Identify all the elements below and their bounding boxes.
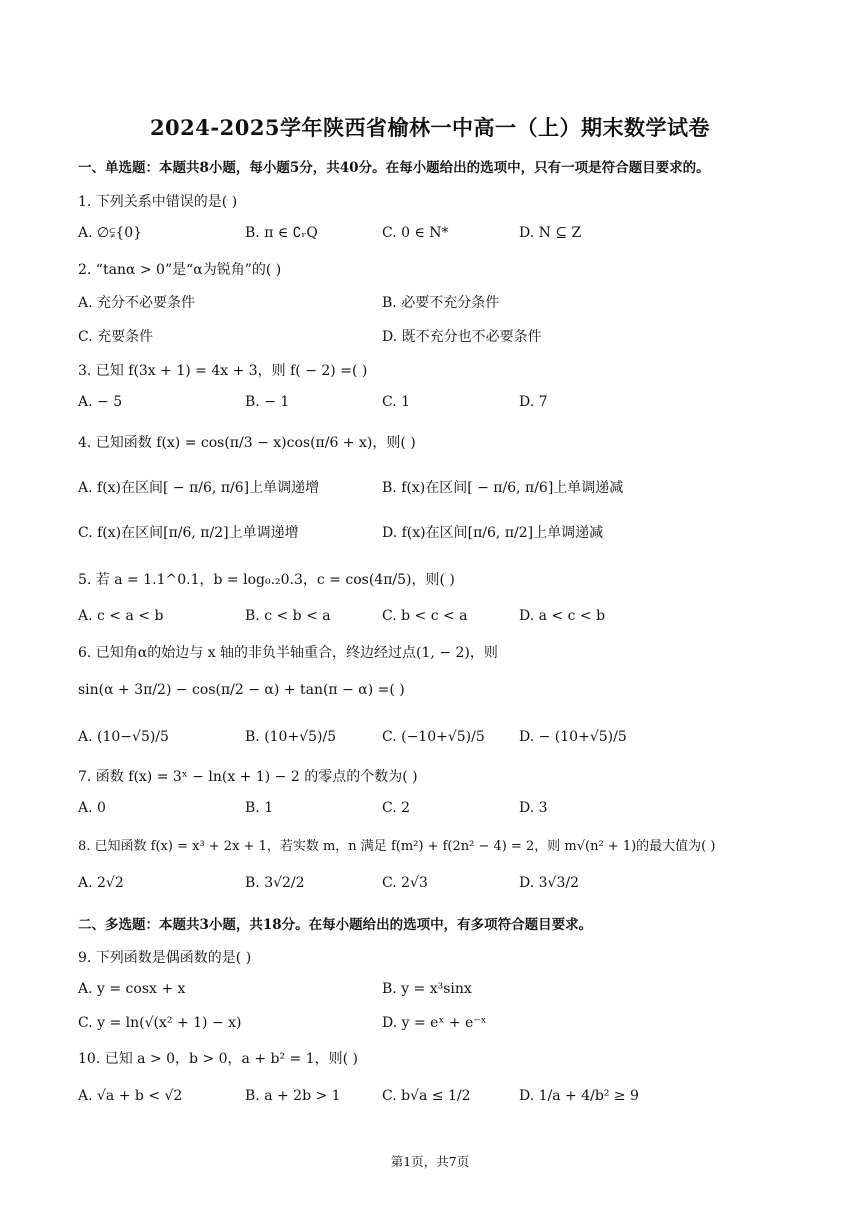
option-d: D. 3√3/2 <box>519 875 579 891</box>
section-heading-multi-choice: 二、多选题：本题共3小题，共18分。在每小题给出的选项中，有多项符合题目要求。 <box>78 917 593 933</box>
question-stem: 4. 已知函数 f(x) = cos(π/3 − x)cos(π/6 + x)，则( ) <box>78 435 416 451</box>
option-c: C. 充要条件 <box>78 329 154 345</box>
option-b: B. (10+√5)/5 <box>245 729 337 745</box>
question-stem: 2. “tanα > 0”是“α为锐角”的( ) <box>78 262 282 278</box>
option-c: C. 2√3 <box>382 875 428 891</box>
option-a: A. √a + b < √2 <box>78 1088 183 1104</box>
question-stem: 9. 下列函数是偶函数的是( ) <box>78 950 252 966</box>
option-a: A. 充分不必要条件 <box>78 295 196 311</box>
option-c: C. f(x)在区间[π/6, π/2]上单调递增 <box>78 525 299 541</box>
question-stem: 3. 已知 f(3x + 1) = 4x + 3，则 f( − 2) =( ) <box>78 363 368 379</box>
question-stem: 1. 下列关系中错误的是( ) <box>78 194 238 210</box>
option-b: B. f(x)在区间[ − π/6, π/6]上单调递减 <box>382 480 624 496</box>
option-a: A. 0 <box>78 800 106 816</box>
option-d: D. N ⊆ Z <box>519 225 582 241</box>
option-d: D. y = eˣ + e⁻ˣ <box>382 1015 487 1031</box>
option-d: D. 既不充分也不必要条件 <box>382 329 542 345</box>
option-a: A. 2√2 <box>78 875 124 891</box>
exam-title: 2024-2025学年陕西省榆林一中高一（上）期末数学试卷 <box>149 115 711 140</box>
option-c: C. 1 <box>382 394 411 410</box>
option-a: A. ∅⫋{0} <box>78 225 143 241</box>
option-c: C. 0 ∈ N* <box>382 225 449 241</box>
option-d: D. 3 <box>519 800 548 816</box>
question-stem-expression: sin(α + 3π/2) − cos(π/2 − α) + tan(π − α) =( ) <box>78 682 405 698</box>
question-stem: 8. 已知函数 f(x) = x³ + 2x + 1，若实数 m，n 满足 f(m²) + f(2n² − 4) = 2，则 m√(n² + 1)的最大值为( ) <box>78 839 716 854</box>
option-c: C. 2 <box>382 800 411 816</box>
option-a: A. − 5 <box>78 394 123 410</box>
option-b: B. a + 2b > 1 <box>245 1088 341 1104</box>
option-a: A. y = cosx + x <box>78 981 186 997</box>
section-heading-single-choice: 一、单选题：本题共8小题，每小题5分，共40分。在每小题给出的选项中，只有一项是符合题目要求的。 <box>78 160 710 176</box>
question-stem: 5. 若 a = 1.1^0.1，b = log₀.₂0.3，c = cos(4π/5)，则( ) <box>78 572 455 588</box>
option-c: C. b√a ≤ 1/2 <box>382 1088 471 1104</box>
option-c: C. (−10+√5)/5 <box>382 729 485 745</box>
option-d: D. − (10+√5)/5 <box>519 729 627 745</box>
question-stem: 10. 已知 a > 0，b > 0，a + b² = 1，则( ) <box>78 1051 359 1067</box>
question-stem: 6. 已知角α的始边与 x 轴的非负半轴重合，终边经过点(1, − 2)，则 <box>78 645 498 661</box>
page-footer: 第1页，共7页 <box>390 1154 470 1169</box>
option-b: B. − 1 <box>245 394 290 410</box>
option-b: B. 必要不充分条件 <box>382 295 500 311</box>
option-c: C. b < c < a <box>382 608 468 624</box>
option-a: A. c < a < b <box>78 608 164 624</box>
option-b: B. π ∈ ∁ᵣQ <box>245 225 318 241</box>
option-d: D. f(x)在区间[π/6, π/2]上单调递减 <box>382 525 604 541</box>
option-a: A. (10−√5)/5 <box>78 729 169 745</box>
option-d: D. 1/a + 4/b² ≥ 9 <box>519 1088 639 1104</box>
option-d: D. 7 <box>519 394 548 410</box>
option-b: B. 1 <box>245 800 274 816</box>
option-a: A. f(x)在区间[ − π/6, π/6]上单调递增 <box>78 480 320 496</box>
option-c: C. y = ln(√(x² + 1) − x) <box>78 1015 242 1031</box>
option-b: B. y = x³sinx <box>382 981 472 997</box>
question-stem: 7. 函数 f(x) = 3ˣ − ln(x + 1) − 2 的零点的个数为( ) <box>78 769 418 785</box>
option-b: B. 3√2/2 <box>245 875 305 891</box>
option-d: D. a < c < b <box>519 608 606 624</box>
option-b: B. c < b < a <box>245 608 331 624</box>
